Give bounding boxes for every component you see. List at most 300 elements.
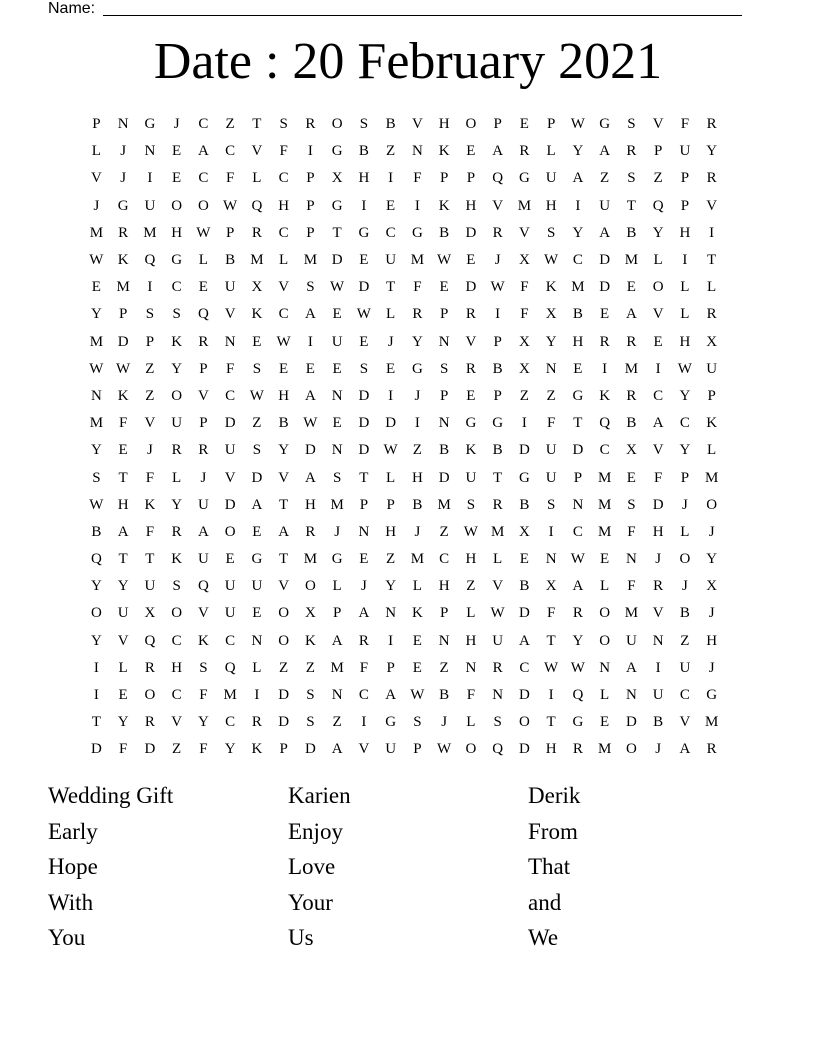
- grid-letter: E: [600, 306, 610, 323]
- grid-letter: W: [89, 496, 104, 513]
- grid-letter: L: [707, 279, 717, 296]
- grid-letter: K: [438, 143, 450, 160]
- word-list-item: Derik: [528, 783, 581, 808]
- grid-letter: F: [145, 469, 155, 486]
- grid-letter: J: [93, 197, 100, 214]
- grid-letter: Z: [145, 360, 155, 377]
- grid-letter: R: [358, 632, 369, 649]
- grid-letter: R: [305, 523, 316, 540]
- grid-letter: D: [90, 741, 102, 758]
- grid-letter: S: [252, 360, 262, 377]
- grid-letter: Y: [411, 333, 423, 350]
- grid-letter: G: [572, 714, 584, 731]
- grid-letter: T: [707, 252, 717, 269]
- grid-letter: K: [171, 551, 183, 568]
- grid-letter: M: [704, 469, 719, 486]
- grid-letter: A: [625, 659, 637, 676]
- grid-letter: M: [624, 360, 639, 377]
- grid-letter: Z: [332, 714, 342, 731]
- grid-letter: A: [518, 632, 530, 649]
- grid-letter: M: [597, 496, 612, 513]
- grid-letter: C: [198, 116, 209, 133]
- grid-letter: K: [706, 415, 718, 432]
- grid-letter: B: [385, 116, 396, 133]
- grid-letter: W: [463, 523, 478, 540]
- grid-letter: K: [599, 387, 611, 404]
- grid-letter: J: [387, 333, 394, 350]
- grid-letter: M: [410, 252, 425, 269]
- word-search-grid: [83, 111, 725, 764]
- grid-letter: O: [706, 496, 718, 513]
- grid-letter: V: [278, 578, 290, 595]
- grid-letter: I: [709, 224, 715, 241]
- grid-letter: Q: [251, 197, 263, 214]
- grid-letter: W: [437, 741, 452, 758]
- grid-letter: H: [411, 469, 423, 486]
- grid-letter: Z: [439, 659, 449, 676]
- grid-letter: D: [358, 415, 370, 432]
- grid-letter: M: [517, 197, 532, 214]
- grid-letter: Y: [572, 632, 584, 649]
- grid-letter: F: [118, 741, 128, 758]
- grid-letter: E: [573, 360, 583, 377]
- grid-letter: V: [652, 442, 664, 459]
- grid-letter: P: [493, 333, 502, 350]
- grid-letter: L: [279, 252, 289, 269]
- grid-letter: R: [251, 714, 262, 731]
- grid-letter: L: [493, 551, 503, 568]
- grid-letter: B: [626, 415, 637, 432]
- grid-letter: C: [679, 687, 690, 704]
- grid-letter: E: [519, 116, 529, 133]
- grid-letter: K: [117, 252, 129, 269]
- grid-letter: U: [144, 197, 156, 214]
- grid-letter: E: [626, 279, 636, 296]
- grid-letter: X: [304, 605, 316, 622]
- grid-letter: R: [412, 306, 423, 323]
- grid-letter: A: [251, 496, 263, 513]
- grid-letter: V: [652, 116, 664, 133]
- grid-letter: I: [521, 415, 527, 432]
- grid-letter: Z: [546, 387, 556, 404]
- grid-letter: R: [492, 496, 503, 513]
- grid-letter: H: [679, 333, 691, 350]
- grid-letter: C: [171, 632, 182, 649]
- grid-letter: T: [145, 551, 155, 568]
- grid-letter: V: [251, 143, 263, 160]
- grid-letter: E: [626, 469, 636, 486]
- grid-letter: Z: [172, 741, 182, 758]
- grid-letter: J: [655, 741, 662, 758]
- grid-letter: W: [677, 360, 692, 377]
- grid-letter: E: [225, 551, 235, 568]
- grid-letter: G: [572, 387, 584, 404]
- grid-letter: N: [251, 632, 263, 649]
- grid-letter: U: [599, 197, 611, 214]
- grid-letter: G: [411, 224, 423, 241]
- grid-letter: W: [330, 279, 345, 296]
- grid-letter: E: [386, 197, 396, 214]
- grid-letter: Y: [652, 224, 664, 241]
- grid-letter: S: [627, 116, 636, 133]
- grid-letter: T: [626, 197, 636, 214]
- grid-letter: T: [546, 714, 556, 731]
- grid-letter: G: [385, 714, 397, 731]
- word-list-item: and: [528, 889, 562, 915]
- grid-letter: H: [278, 387, 290, 404]
- grid-letter: U: [679, 659, 691, 676]
- grid-letter: S: [413, 714, 422, 731]
- grid-letter: P: [707, 387, 716, 404]
- grid-letter: M: [89, 415, 104, 432]
- grid-letter: E: [466, 143, 476, 160]
- grid-letter: U: [545, 442, 557, 459]
- grid-letter: N: [117, 116, 129, 133]
- grid-letter: P: [439, 605, 449, 622]
- grid-letter: C: [679, 415, 690, 432]
- grid-letter: M: [437, 496, 451, 513]
- grid-letter: A: [331, 632, 343, 649]
- grid-letter: Y: [706, 551, 718, 568]
- grid-letter: P: [199, 415, 208, 432]
- grid-letter: V: [706, 197, 718, 214]
- grid-letter: O: [278, 632, 290, 649]
- grid-letter: M: [89, 224, 104, 241]
- grid-letter: V: [224, 469, 236, 486]
- grid-letter: G: [331, 551, 343, 568]
- grid-letter: I: [93, 687, 99, 704]
- grid-letter: L: [600, 687, 610, 704]
- grid-letter: A: [652, 415, 664, 432]
- grid-letter: E: [439, 279, 449, 296]
- grid-letter: W: [570, 551, 585, 568]
- word-list-item: Karien: [288, 783, 351, 808]
- grid-letter: M: [303, 551, 318, 568]
- grid-letter: M: [143, 224, 157, 241]
- grid-letter: Y: [706, 143, 718, 160]
- grid-letter: J: [414, 523, 421, 540]
- grid-letter: G: [492, 415, 504, 432]
- grid-letter: E: [359, 333, 369, 350]
- word-list-item: We: [528, 925, 559, 951]
- grid-letter: N: [438, 415, 450, 432]
- grid-letter: M: [624, 252, 639, 269]
- grid-letter: W: [570, 659, 585, 676]
- grid-letter: E: [252, 605, 262, 622]
- grid-letter: F: [653, 469, 663, 486]
- grid-letter: G: [358, 224, 370, 241]
- grid-letter: R: [144, 714, 155, 731]
- grid-letter: E: [466, 252, 476, 269]
- grid-letter: B: [492, 360, 503, 377]
- grid-letter: W: [570, 116, 585, 133]
- grid-letter: T: [118, 469, 128, 486]
- grid-letter: P: [439, 306, 449, 323]
- grid-letter: A: [385, 687, 397, 704]
- grid-letter: E: [91, 279, 101, 296]
- grid-letter: L: [386, 469, 396, 486]
- grid-letter: T: [91, 714, 101, 731]
- grid-letter: N: [438, 632, 450, 649]
- grid-letter: Z: [145, 387, 155, 404]
- grid-letter: G: [411, 360, 423, 377]
- grid-letter: I: [655, 360, 661, 377]
- grid-letter: G: [518, 170, 530, 187]
- grid-letter: O: [197, 197, 209, 214]
- grid-letter: G: [171, 252, 183, 269]
- grid-letter: L: [600, 578, 610, 595]
- grid-letter: I: [414, 415, 420, 432]
- word-list-item: Enjoy: [288, 818, 343, 844]
- grid-letter: U: [625, 632, 637, 649]
- grid-letter: U: [545, 170, 557, 187]
- grid-letter: L: [680, 306, 690, 323]
- grid-letter: P: [439, 170, 449, 187]
- grid-letter: J: [173, 116, 180, 133]
- grid-letter: H: [358, 170, 370, 187]
- grid-letter: X: [706, 333, 718, 350]
- grid-letter: I: [548, 687, 554, 704]
- grid-letter: F: [546, 605, 556, 622]
- grid-letter: P: [332, 605, 342, 622]
- word-list-item: You: [48, 925, 86, 951]
- grid-letter: F: [145, 523, 155, 540]
- grid-letter: E: [386, 360, 396, 377]
- grid-letter: Y: [278, 442, 290, 459]
- grid-letter: M: [330, 496, 344, 513]
- grid-letter: W: [249, 387, 264, 404]
- grid-letter: N: [652, 632, 664, 649]
- grid-letter: G: [599, 116, 611, 133]
- grid-letter: D: [358, 279, 370, 296]
- grid-letter: Z: [386, 551, 396, 568]
- grid-letter: R: [251, 224, 262, 241]
- grid-letter: R: [305, 116, 316, 133]
- grid-letter: T: [332, 224, 342, 241]
- grid-letter: L: [332, 578, 342, 595]
- grid-letter: V: [224, 306, 236, 323]
- grid-letter: X: [331, 170, 343, 187]
- grid-letter: Q: [652, 197, 664, 214]
- grid-letter: D: [117, 333, 129, 350]
- grid-letter: G: [117, 197, 129, 214]
- grid-letter: C: [171, 687, 182, 704]
- grid-letter: P: [493, 116, 502, 133]
- grid-letter: A: [304, 306, 316, 323]
- grid-letter: F: [359, 659, 369, 676]
- grid-letter: S: [466, 496, 476, 513]
- grid-letter: Z: [466, 578, 476, 595]
- grid-letter: K: [304, 632, 316, 649]
- grid-letter: L: [653, 252, 663, 269]
- word-list-item: Wedding Gift: [48, 783, 174, 808]
- grid-letter: J: [681, 578, 688, 595]
- grid-letter: D: [518, 605, 530, 622]
- grid-letter: F: [520, 306, 529, 323]
- grid-letter: A: [304, 387, 316, 404]
- grid-letter: P: [199, 360, 208, 377]
- grid-letter: A: [572, 170, 584, 187]
- grid-letter: F: [199, 741, 208, 758]
- grid-letter: D: [358, 442, 370, 459]
- grid-letter: P: [386, 659, 395, 676]
- grid-letter: R: [144, 659, 155, 676]
- grid-letter: O: [599, 605, 611, 622]
- grid-letter: P: [145, 333, 155, 350]
- grid-letter: O: [518, 714, 530, 731]
- grid-letter: V: [278, 279, 290, 296]
- grid-letter: S: [306, 714, 315, 731]
- grid-letter: G: [518, 469, 530, 486]
- grid-letter: H: [706, 632, 718, 649]
- name-label: Name:: [48, 0, 96, 17]
- grid-letter: F: [118, 415, 128, 432]
- grid-letter: A: [117, 523, 129, 540]
- word-list-item: Your: [288, 889, 333, 915]
- grid-letter: O: [652, 279, 664, 296]
- grid-letter: Y: [117, 714, 129, 731]
- grid-letter: O: [304, 578, 316, 595]
- grid-letter: U: [144, 578, 156, 595]
- grid-letter: L: [680, 279, 690, 296]
- grid-letter: S: [199, 659, 208, 676]
- grid-letter: X: [545, 306, 557, 323]
- grid-letter: N: [438, 333, 450, 350]
- grid-letter: L: [386, 306, 396, 323]
- grid-letter: S: [439, 360, 449, 377]
- grid-letter: V: [465, 333, 477, 350]
- grid-letter: I: [307, 143, 313, 160]
- word-list-item: Us: [288, 925, 314, 951]
- grid-letter: J: [360, 578, 367, 595]
- grid-letter: Z: [519, 387, 529, 404]
- grid-letter: E: [412, 632, 422, 649]
- grid-letter: H: [171, 659, 183, 676]
- grid-letter: X: [625, 442, 637, 459]
- grid-letter: R: [465, 306, 476, 323]
- grid-letter: I: [414, 197, 420, 214]
- grid-letter: Q: [492, 741, 504, 758]
- grid-letter: O: [599, 632, 611, 649]
- grid-letter: U: [224, 605, 236, 622]
- grid-letter: S: [627, 170, 636, 187]
- grid-letter: F: [199, 687, 208, 704]
- grid-letter: J: [655, 551, 662, 568]
- grid-letter: Y: [90, 632, 102, 649]
- grid-letter: E: [332, 360, 342, 377]
- grid-letter: C: [599, 442, 610, 459]
- grid-letter: V: [492, 578, 504, 595]
- grid-letter: D: [358, 387, 370, 404]
- grid-letter: L: [412, 578, 422, 595]
- grid-letter: R: [706, 741, 717, 758]
- grid-letter: H: [545, 741, 557, 758]
- grid-letter: G: [465, 415, 477, 432]
- grid-letter: A: [625, 306, 637, 323]
- grid-letter: U: [706, 360, 718, 377]
- grid-letter: Q: [224, 659, 236, 676]
- grid-letter: D: [251, 469, 263, 486]
- grid-letter: W: [410, 687, 425, 704]
- grid-letter: R: [626, 333, 637, 350]
- grid-letter: S: [279, 116, 288, 133]
- grid-letter: Z: [412, 442, 422, 459]
- grid-letter: S: [493, 714, 502, 731]
- grid-letter: E: [653, 333, 663, 350]
- grid-letter: D: [465, 224, 477, 241]
- grid-letter: E: [305, 360, 315, 377]
- grid-letter: P: [413, 741, 422, 758]
- grid-letter: M: [597, 741, 612, 758]
- grid-letter: E: [600, 551, 610, 568]
- grid-letter: D: [465, 279, 477, 296]
- grid-letter: O: [625, 741, 637, 758]
- grid-letter: R: [198, 442, 209, 459]
- grid-letter: R: [706, 306, 717, 323]
- grid-letter: J: [200, 469, 207, 486]
- grid-letter: V: [278, 469, 290, 486]
- grid-letter: K: [117, 387, 129, 404]
- grid-letter: D: [438, 469, 450, 486]
- grid-letter: I: [254, 687, 260, 704]
- grid-letter: Z: [252, 415, 262, 432]
- grid-letter: U: [331, 333, 343, 350]
- grid-letter: M: [303, 252, 318, 269]
- grid-letter: I: [388, 632, 394, 649]
- grid-letter: S: [332, 469, 342, 486]
- grid-letter: M: [597, 523, 612, 540]
- grid-letter: J: [334, 523, 341, 540]
- grid-letter: R: [572, 741, 583, 758]
- grid-letter: L: [707, 442, 717, 459]
- grid-letter: I: [361, 197, 367, 214]
- grid-letter: C: [225, 143, 236, 160]
- grid-letter: V: [197, 387, 209, 404]
- grid-letter: A: [197, 143, 209, 160]
- grid-letter: M: [597, 469, 612, 486]
- grid-letter: F: [627, 523, 636, 540]
- word-list-item: From: [528, 818, 578, 844]
- grid-letter: H: [304, 496, 316, 513]
- grid-letter: W: [276, 333, 291, 350]
- grid-letter: W: [544, 252, 559, 269]
- grid-letter: N: [599, 659, 611, 676]
- grid-letter: X: [706, 578, 718, 595]
- grid-letter: L: [680, 523, 690, 540]
- grid-letter: E: [118, 442, 128, 459]
- grid-letter: R: [171, 523, 182, 540]
- grid-letter: B: [519, 578, 530, 595]
- grid-letter: N: [385, 605, 397, 622]
- grid-letter: D: [224, 496, 236, 513]
- grid-letter: M: [704, 714, 719, 731]
- grid-letter: N: [331, 442, 343, 459]
- grid-letter: E: [519, 551, 529, 568]
- grid-letter: Z: [386, 143, 396, 160]
- grid-letter: E: [359, 252, 369, 269]
- grid-letter: I: [93, 659, 99, 676]
- grid-letter: P: [653, 143, 663, 160]
- grid-letter: C: [171, 279, 182, 296]
- grid-letter: R: [572, 605, 583, 622]
- grid-letter: I: [361, 714, 367, 731]
- grid-letter: O: [171, 605, 183, 622]
- grid-letter: V: [171, 714, 183, 731]
- grid-letter: Y: [197, 714, 209, 731]
- grid-letter: P: [279, 741, 288, 758]
- grid-letter: A: [599, 143, 611, 160]
- grid-letter: L: [252, 170, 262, 187]
